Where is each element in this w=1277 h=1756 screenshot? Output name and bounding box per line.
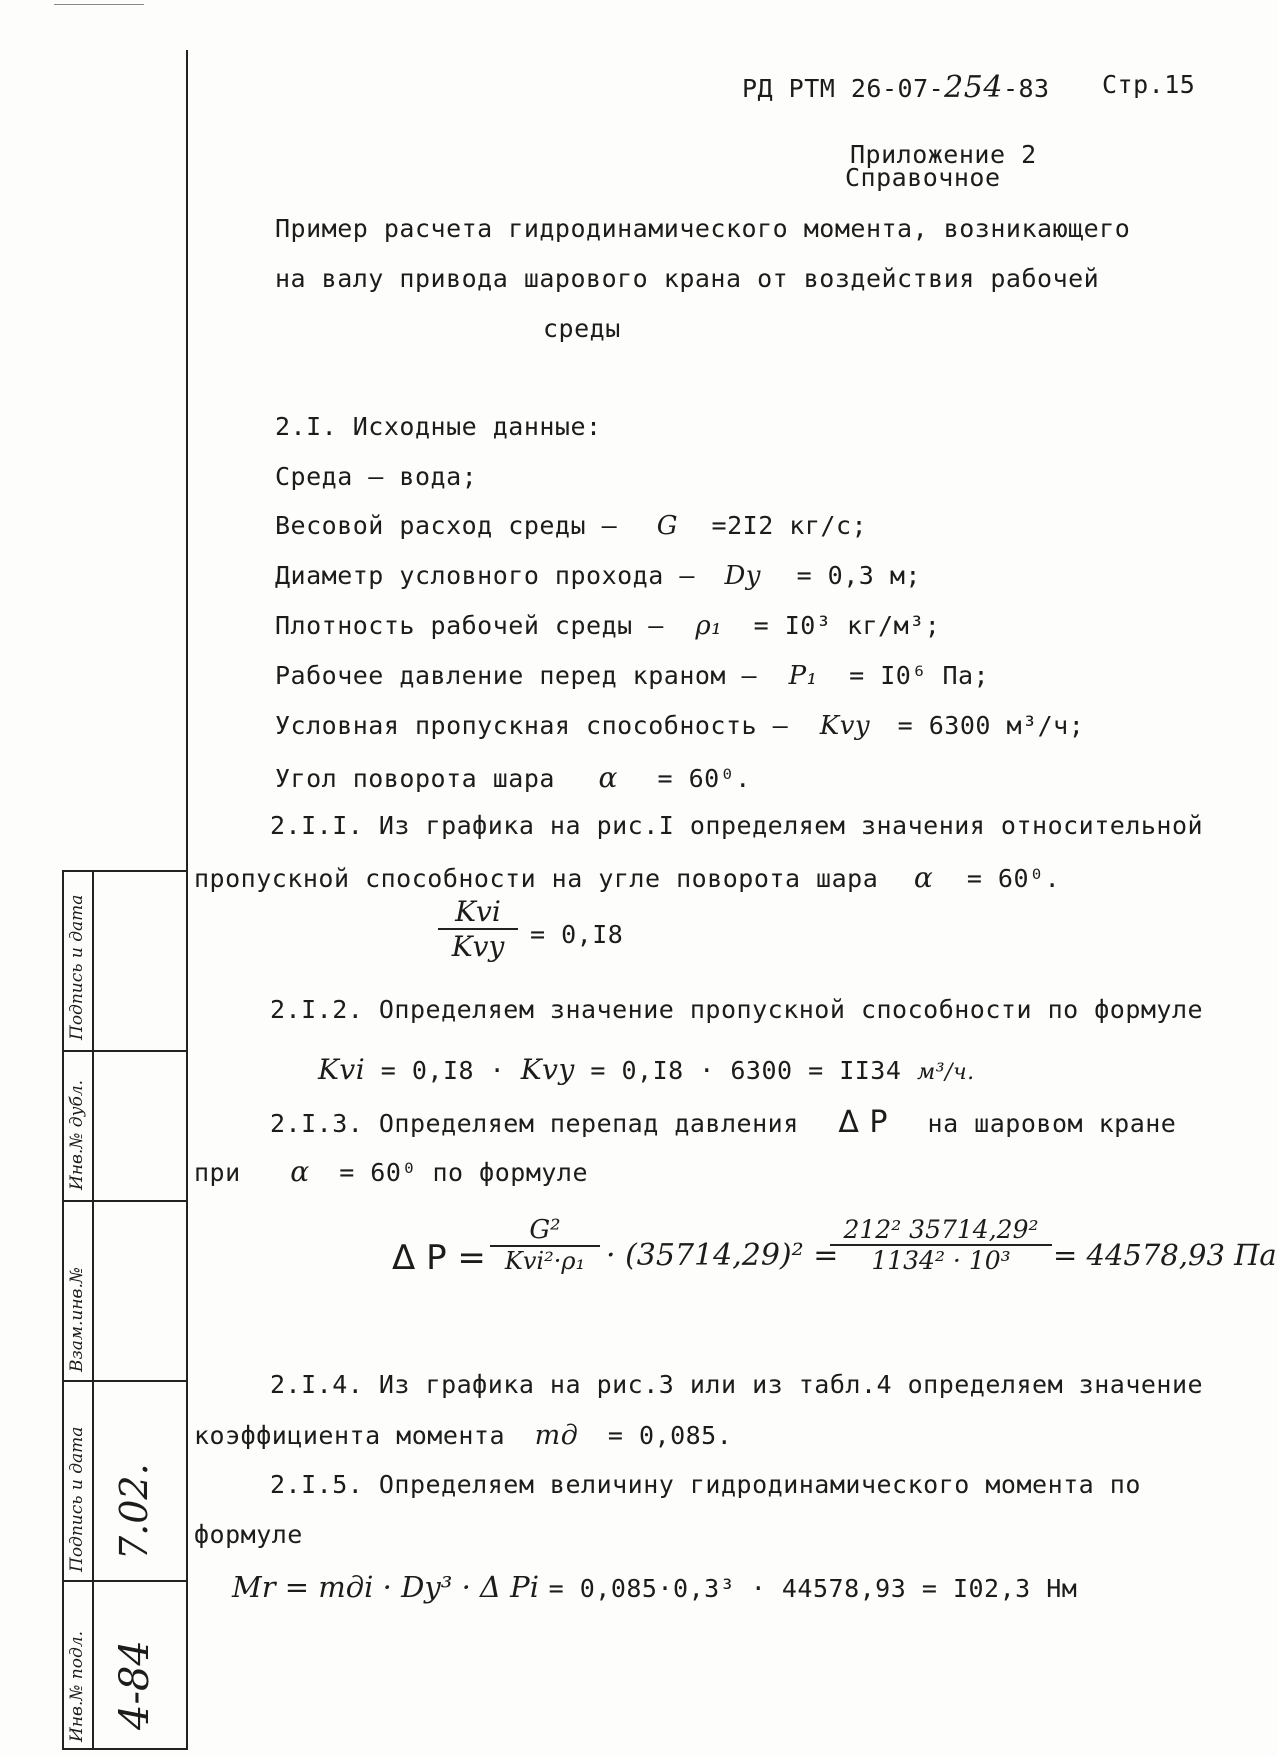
dn-value: = 0,3 м; bbox=[796, 561, 921, 590]
fraction-numerator: Kvi bbox=[455, 895, 501, 928]
kvy-value: = 6300 м³/ч; bbox=[897, 711, 1085, 740]
step-4-text-b: = 0,085. bbox=[607, 1421, 733, 1450]
stamp-bottom-line bbox=[62, 1748, 188, 1750]
dn-label: Диаметр условного прохода – bbox=[275, 561, 695, 590]
delta-p-fraction-2 bbox=[830, 1215, 1052, 1275]
top-corner-mark bbox=[54, 4, 144, 5]
step-1-angle-symbol: α bbox=[913, 861, 934, 894]
step-3-text-b: на шаровом кране bbox=[927, 1109, 1177, 1138]
medium-line: Среда – вода; bbox=[275, 462, 478, 491]
step-3-text-a: 2.I.3. Определяем перепад давления bbox=[270, 1109, 799, 1138]
delta-p-result: = 44578,93 Па bbox=[1053, 1238, 1277, 1272]
appendix-label: Приложение 2 bbox=[850, 140, 1037, 169]
stamp-divider-4 bbox=[62, 1580, 188, 1582]
stamp-handwritten-date: 7.02. bbox=[112, 1463, 156, 1560]
title-line-1: Пример расчета гидродинамического момента, возникающего bbox=[275, 214, 1131, 243]
pressure-symbol: P₁ bbox=[788, 661, 818, 691]
step-3-text-d: = 60⁰ по формуле bbox=[339, 1158, 589, 1187]
title-line-2: на валу привода шарового крана от воздействия рабочей bbox=[275, 264, 1100, 293]
step-1-text: пропускной способности на угле поворота шара bbox=[194, 864, 879, 893]
density-symbol: ρ₁ bbox=[695, 611, 723, 641]
step-1-line-2 bbox=[194, 861, 1060, 894]
kvy-symbol: Kvy bbox=[819, 711, 871, 741]
stamp-outer-line bbox=[62, 870, 64, 1750]
section-heading: 2.I. Исходные данные: bbox=[275, 412, 602, 441]
moment-coefficient-symbol: mд bbox=[534, 1420, 579, 1451]
density-label: Плотность рабочей среды – bbox=[275, 611, 664, 640]
document-code bbox=[742, 70, 1050, 105]
density-value: = I0³ кг/м³; bbox=[753, 611, 941, 640]
step-4-text-a: коэффициента момента bbox=[194, 1421, 506, 1450]
step-2-formula bbox=[318, 1053, 975, 1086]
doc-code-prefix: РД РТМ 26-07- bbox=[742, 74, 945, 103]
stamp-signature-date-label-2: Подпись и дата bbox=[67, 1426, 87, 1572]
stamp-duplicate-inv-label: Инв.№ дубл. bbox=[67, 1079, 87, 1190]
step-1-line-1: 2.I.I. Из графика на рис.I определяем значения относительной bbox=[270, 811, 1204, 840]
delta-p-symbol: Δ P bbox=[838, 1105, 888, 1140]
flow-line bbox=[275, 511, 867, 541]
pressure-line bbox=[275, 661, 989, 691]
doc-code-suffix: -83 bbox=[1002, 74, 1050, 103]
delta-p-multiplier: · (35714,29)² = bbox=[606, 1238, 839, 1273]
step-2-line-1: 2.I.2. Определяем значение пропускной способности по формуле bbox=[270, 995, 1204, 1024]
step-5-line-2: формуле bbox=[194, 1520, 303, 1549]
fraction-1-numerator: G² bbox=[529, 1215, 561, 1245]
step-4-line-2 bbox=[194, 1420, 732, 1451]
kvy-formula-symbol: Kvy bbox=[520, 1053, 575, 1086]
title-line-3: среды bbox=[543, 314, 621, 343]
stamp-divider-3 bbox=[62, 1380, 188, 1382]
dn-symbol: Dy bbox=[724, 561, 761, 591]
angle-line bbox=[275, 761, 751, 794]
fraction-denominator: Kvy bbox=[451, 930, 505, 963]
angle-label: Угол поворота шара bbox=[275, 764, 555, 793]
appendix-type: Справочное bbox=[845, 163, 1001, 192]
left-frame-line bbox=[186, 50, 188, 1750]
kvi-symbol: Kvi bbox=[318, 1053, 366, 1086]
stamp-top-line bbox=[62, 870, 188, 872]
moment-formula bbox=[232, 1570, 1077, 1604]
moment-formula-result: = 0,085·0,3³ · 44578,93 = I02,3 Нм bbox=[548, 1574, 1078, 1603]
kvi-kvy-fraction bbox=[438, 895, 518, 963]
flow-symbol: G bbox=[656, 511, 678, 541]
stamp-handwritten-number: 4-84 bbox=[112, 1640, 158, 1730]
pressure-label: Рабочее давление перед краном – bbox=[275, 661, 758, 690]
angle-symbol: α bbox=[598, 761, 618, 794]
doc-code-number: 254 bbox=[944, 70, 1003, 105]
kvy-line bbox=[275, 711, 1084, 741]
stamp-replace-inv-label: Взам.инв.№ bbox=[67, 1267, 87, 1372]
step-3-angle-symbol: α bbox=[290, 1155, 310, 1188]
step-5-line-1: 2.I.5. Определяем величину гидродинамического момента по bbox=[270, 1470, 1141, 1499]
formula-unit: м³/ч. bbox=[916, 1060, 975, 1085]
kvy-label: Условная пропускная способность – bbox=[275, 711, 789, 740]
density-line bbox=[275, 611, 940, 641]
fraction-2-denominator: 1134² · 10³ bbox=[871, 1246, 1011, 1275]
flow-value: =2I2 кг/с; bbox=[711, 511, 868, 540]
step-3-text-c: при bbox=[194, 1158, 241, 1187]
angle-value: = 60⁰. bbox=[657, 764, 751, 793]
delta-p-formula-lhs: Δ P = bbox=[392, 1238, 486, 1278]
stamp-signature-date-label-1: Подпись и дата bbox=[67, 894, 87, 1040]
stamp-original-inv-label: Инв.№ подл. bbox=[67, 1631, 87, 1742]
stamp-divider-2 bbox=[62, 1200, 188, 1202]
fraction-value: = 0,I8 bbox=[530, 920, 624, 949]
page-number: Стр.15 bbox=[1102, 70, 1196, 99]
step-4-line-1: 2.I.4. Из графика на рис.3 или из табл.4 определяем значение bbox=[270, 1370, 1204, 1399]
stamp-inner-line bbox=[92, 870, 94, 1750]
step-3-line-1 bbox=[270, 1105, 1176, 1140]
step-3-line-2 bbox=[194, 1155, 588, 1188]
dn-line bbox=[275, 561, 921, 591]
moment-formula-lhs: Mr = mдi · Dy³ · Δ Pi bbox=[232, 1570, 539, 1604]
fraction-2-numerator: 212² 35714,29² bbox=[843, 1215, 1039, 1244]
stamp-divider-1 bbox=[62, 1050, 188, 1052]
formula-result: = 0,I8 · 6300 = II34 bbox=[590, 1056, 902, 1085]
fraction-1-denominator: Kvi²·ρ₁ bbox=[504, 1247, 586, 1275]
flow-label: Весовой расход среды – bbox=[275, 511, 618, 540]
pressure-value: = I0⁶ Па; bbox=[849, 661, 990, 690]
delta-p-fraction-1 bbox=[490, 1215, 600, 1275]
step-1-angle-value: = 60⁰. bbox=[966, 864, 1061, 893]
formula-multiplier: = 0,I8 · bbox=[380, 1056, 506, 1085]
